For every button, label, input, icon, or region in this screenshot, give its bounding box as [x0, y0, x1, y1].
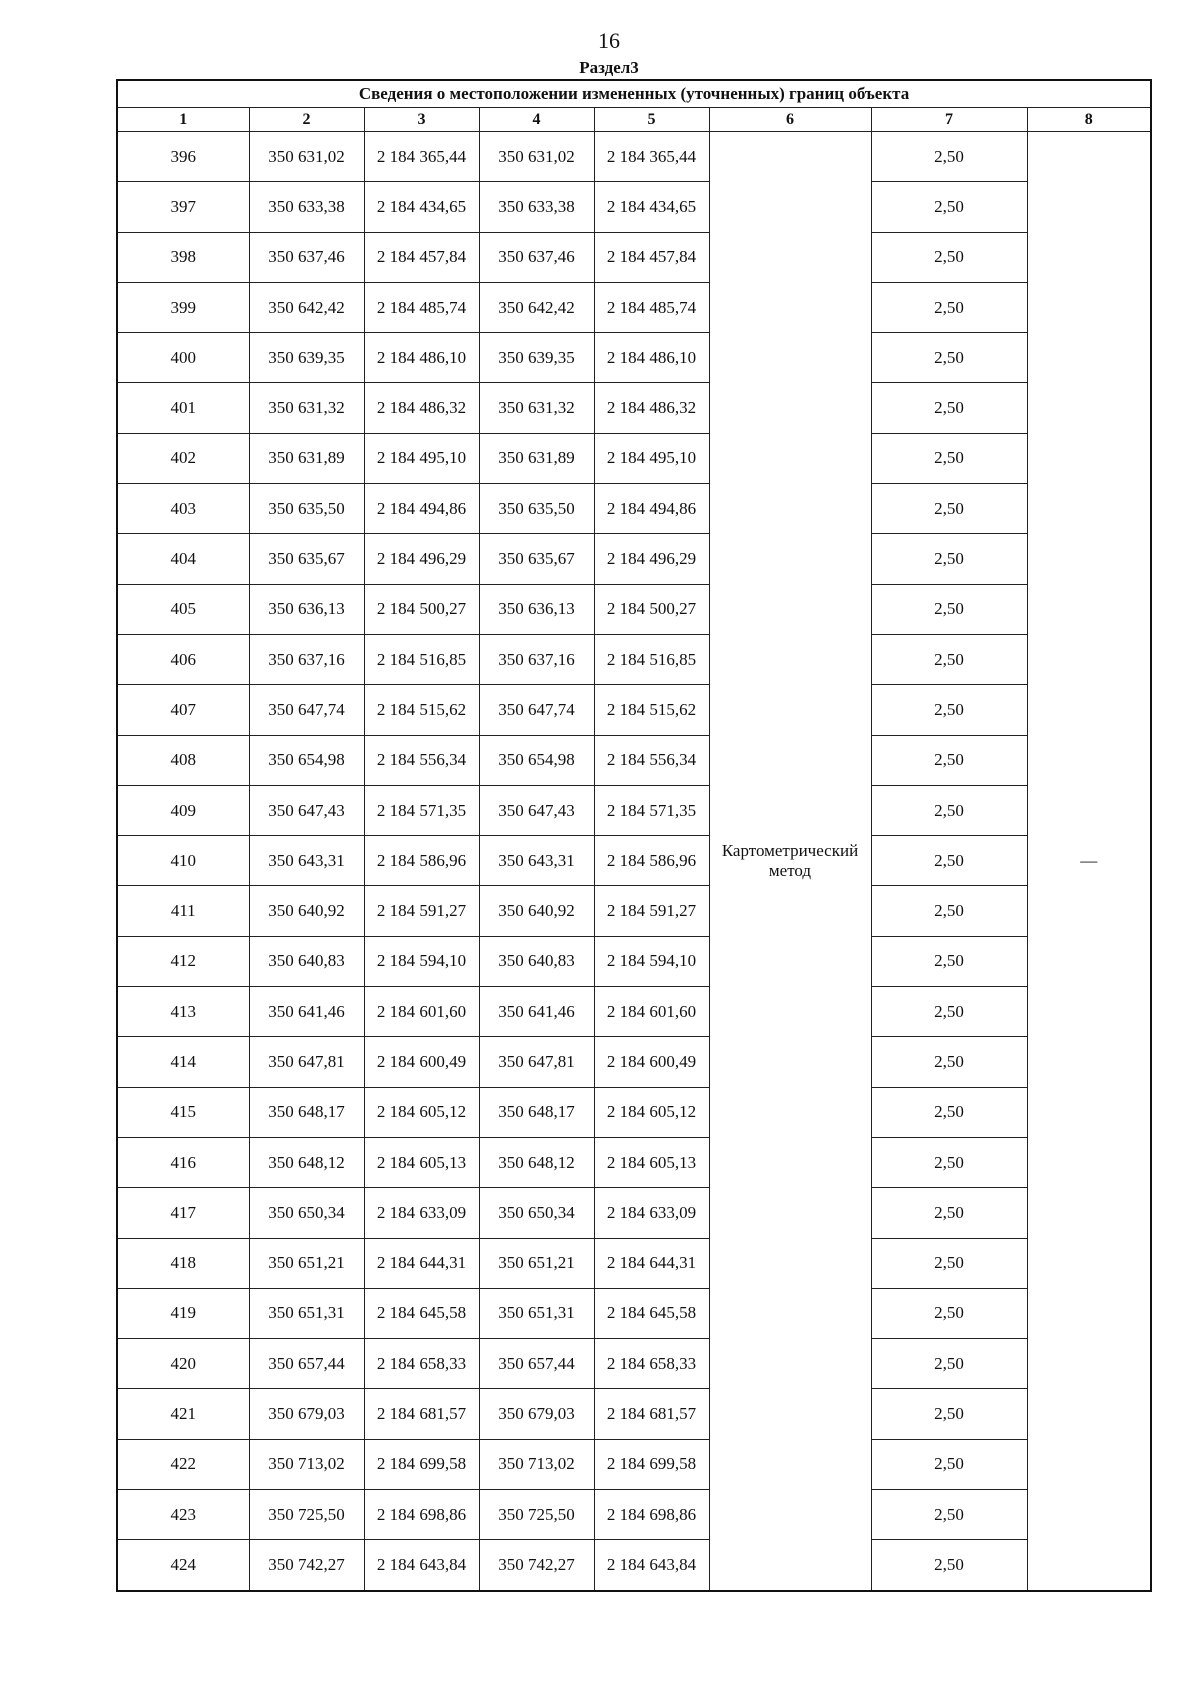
accuracy-cell: 2,50 — [871, 383, 1027, 433]
y-existing-cell: 2 184 644,31 — [364, 1238, 479, 1288]
y-new-cell: 2 184 365,44 — [594, 132, 709, 182]
y-existing-cell: 2 184 485,74 — [364, 282, 479, 332]
table-row — [117, 1389, 1151, 1439]
y-existing-cell: 2 184 643,84 — [364, 1540, 479, 1591]
y-new-cell: 2 184 644,31 — [594, 1238, 709, 1288]
table-row — [117, 1339, 1151, 1389]
x-existing-cell: 350 713,02 — [249, 1439, 364, 1489]
x-new-cell: 350 640,83 — [479, 936, 594, 986]
y-existing-cell: 2 184 365,44 — [364, 132, 479, 182]
point-number-cell: 420 — [117, 1339, 249, 1389]
point-number-cell: 417 — [117, 1188, 249, 1238]
y-existing-cell: 2 184 434,65 — [364, 182, 479, 232]
point-number-cell: 418 — [117, 1238, 249, 1288]
x-existing-cell: 350 648,17 — [249, 1087, 364, 1137]
y-existing-cell: 2 184 556,34 — [364, 735, 479, 785]
table-row — [117, 836, 1151, 886]
x-existing-cell: 350 647,74 — [249, 685, 364, 735]
table-row — [117, 785, 1151, 835]
x-new-cell: 350 650,34 — [479, 1188, 594, 1238]
y-existing-cell: 2 184 516,85 — [364, 634, 479, 684]
accuracy-cell: 2,50 — [871, 1288, 1027, 1338]
point-number-cell: 410 — [117, 836, 249, 886]
y-existing-cell: 2 184 699,58 — [364, 1439, 479, 1489]
accuracy-cell: 2,50 — [871, 232, 1027, 282]
y-new-cell: 2 184 486,32 — [594, 383, 709, 433]
x-existing-cell: 350 633,38 — [249, 182, 364, 232]
y-new-cell: 2 184 586,96 — [594, 836, 709, 886]
x-new-cell: 350 648,12 — [479, 1137, 594, 1187]
y-existing-cell: 2 184 594,10 — [364, 936, 479, 986]
table-row — [117, 182, 1151, 232]
y-existing-cell: 2 184 698,86 — [364, 1490, 479, 1540]
x-new-cell: 350 647,43 — [479, 785, 594, 835]
x-new-cell: 350 742,27 — [479, 1540, 594, 1591]
point-number-cell: 396 — [117, 132, 249, 182]
y-existing-cell: 2 184 645,58 — [364, 1288, 479, 1338]
table-row — [117, 534, 1151, 584]
point-number-cell: 405 — [117, 584, 249, 634]
accuracy-cell: 2,50 — [871, 1037, 1027, 1087]
y-new-cell: 2 184 594,10 — [594, 936, 709, 986]
accuracy-cell: 2,50 — [871, 886, 1027, 936]
table-row — [117, 685, 1151, 735]
x-new-cell: 350 647,74 — [479, 685, 594, 735]
table-row — [117, 333, 1151, 383]
x-new-cell: 350 679,03 — [479, 1389, 594, 1439]
x-new-cell: 350 643,31 — [479, 836, 594, 886]
point-number-cell: 399 — [117, 282, 249, 332]
column-number: 5 — [594, 108, 709, 132]
x-existing-cell: 350 725,50 — [249, 1490, 364, 1540]
x-new-cell: 350 713,02 — [479, 1439, 594, 1489]
x-new-cell: 350 657,44 — [479, 1339, 594, 1389]
point-number-cell: 408 — [117, 735, 249, 785]
column-number: 6 — [709, 108, 871, 132]
y-existing-cell: 2 184 494,86 — [364, 484, 479, 534]
y-existing-cell: 2 184 601,60 — [364, 987, 479, 1037]
x-new-cell: 350 635,50 — [479, 484, 594, 534]
x-new-cell: 350 648,17 — [479, 1087, 594, 1137]
point-number-cell: 421 — [117, 1389, 249, 1439]
y-new-cell: 2 184 601,60 — [594, 987, 709, 1037]
table-row — [117, 1037, 1151, 1087]
y-new-cell: 2 184 434,65 — [594, 182, 709, 232]
y-new-cell: 2 184 496,29 — [594, 534, 709, 584]
y-existing-cell: 2 184 600,49 — [364, 1037, 479, 1087]
table-row — [117, 383, 1151, 433]
x-existing-cell: 350 648,12 — [249, 1137, 364, 1187]
x-new-cell: 350 641,46 — [479, 987, 594, 1037]
accuracy-cell: 2,50 — [871, 584, 1027, 634]
x-existing-cell: 350 639,35 — [249, 333, 364, 383]
accuracy-cell: 2,50 — [871, 836, 1027, 886]
y-new-cell: 2 184 643,84 — [594, 1540, 709, 1591]
y-existing-cell: 2 184 571,35 — [364, 785, 479, 835]
point-number-cell: 412 — [117, 936, 249, 986]
y-existing-cell: 2 184 486,10 — [364, 333, 479, 383]
y-new-cell: 2 184 457,84 — [594, 232, 709, 282]
point-number-cell: 422 — [117, 1439, 249, 1489]
table-row — [117, 1490, 1151, 1540]
y-new-cell: 2 184 571,35 — [594, 785, 709, 835]
x-existing-cell: 350 651,31 — [249, 1288, 364, 1338]
column-number: 4 — [479, 108, 594, 132]
table-row — [117, 886, 1151, 936]
x-existing-cell: 350 631,02 — [249, 132, 364, 182]
table-caption: Сведения о местоположении измененных (уточненных) границ объекта — [117, 80, 1151, 108]
x-new-cell: 350 639,35 — [479, 333, 594, 383]
x-existing-cell: 350 642,42 — [249, 282, 364, 332]
x-existing-cell: 350 637,46 — [249, 232, 364, 282]
x-new-cell: 350 642,42 — [479, 282, 594, 332]
point-number-cell: 400 — [117, 333, 249, 383]
x-existing-cell: 350 650,34 — [249, 1188, 364, 1238]
accuracy-cell: 2,50 — [871, 534, 1027, 584]
x-existing-cell: 350 654,98 — [249, 735, 364, 785]
x-existing-cell: 350 647,43 — [249, 785, 364, 835]
accuracy-cell: 2,50 — [871, 484, 1027, 534]
accuracy-cell: 2,50 — [871, 182, 1027, 232]
point-number-cell: 407 — [117, 685, 249, 735]
point-number-cell: 398 — [117, 232, 249, 282]
x-existing-cell: 350 635,67 — [249, 534, 364, 584]
y-new-cell: 2 184 605,12 — [594, 1087, 709, 1137]
section-title: Раздел3 — [579, 58, 639, 77]
y-new-cell: 2 184 600,49 — [594, 1037, 709, 1087]
table-row — [117, 1188, 1151, 1238]
point-number-cell: 419 — [117, 1288, 249, 1338]
y-existing-cell: 2 184 586,96 — [364, 836, 479, 886]
y-new-cell: 2 184 500,27 — [594, 584, 709, 634]
x-existing-cell: 350 640,92 — [249, 886, 364, 936]
point-number-cell: 401 — [117, 383, 249, 433]
x-existing-cell: 350 647,81 — [249, 1037, 364, 1087]
point-number-cell: 414 — [117, 1037, 249, 1087]
table-row — [117, 132, 1151, 182]
table-row — [117, 987, 1151, 1037]
point-number-cell: 423 — [117, 1490, 249, 1540]
y-existing-cell: 2 184 457,84 — [364, 232, 479, 282]
point-number-cell: 406 — [117, 634, 249, 684]
column-8-cell: — — [1027, 132, 1151, 1591]
y-existing-cell: 2 184 605,12 — [364, 1087, 479, 1137]
accuracy-cell: 2,50 — [871, 433, 1027, 483]
y-existing-cell: 2 184 591,27 — [364, 886, 479, 936]
y-existing-cell: 2 184 605,13 — [364, 1137, 479, 1187]
y-existing-cell: 2 184 681,57 — [364, 1389, 479, 1439]
x-existing-cell: 350 640,83 — [249, 936, 364, 986]
y-new-cell: 2 184 494,86 — [594, 484, 709, 534]
x-existing-cell: 350 635,50 — [249, 484, 364, 534]
y-existing-cell: 2 184 486,32 — [364, 383, 479, 433]
table-row — [117, 1288, 1151, 1338]
x-new-cell: 350 640,92 — [479, 886, 594, 936]
point-number-cell: 403 — [117, 484, 249, 534]
accuracy-cell: 2,50 — [871, 735, 1027, 785]
table-row — [117, 1540, 1151, 1591]
accuracy-cell: 2,50 — [871, 1439, 1027, 1489]
x-new-cell: 350 636,13 — [479, 584, 594, 634]
table-row — [117, 1238, 1151, 1288]
accuracy-cell: 2,50 — [871, 1137, 1027, 1187]
x-new-cell: 350 631,02 — [479, 132, 594, 182]
x-existing-cell: 350 631,89 — [249, 433, 364, 483]
table-row — [117, 484, 1151, 534]
table-row — [117, 584, 1151, 634]
table-body — [117, 132, 1151, 1591]
x-existing-cell: 350 641,46 — [249, 987, 364, 1037]
y-new-cell: 2 184 658,33 — [594, 1339, 709, 1389]
x-new-cell: 350 637,46 — [479, 232, 594, 282]
y-existing-cell: 2 184 496,29 — [364, 534, 479, 584]
point-number-cell: 413 — [117, 987, 249, 1037]
x-new-cell: 350 654,98 — [479, 735, 594, 785]
y-new-cell: 2 184 633,09 — [594, 1188, 709, 1238]
y-existing-cell: 2 184 515,62 — [364, 685, 479, 735]
y-existing-cell: 2 184 495,10 — [364, 433, 479, 483]
table-row — [117, 282, 1151, 332]
accuracy-cell: 2,50 — [871, 1238, 1027, 1288]
y-new-cell: 2 184 698,86 — [594, 1490, 709, 1540]
point-number-cell: 415 — [117, 1087, 249, 1137]
y-new-cell: 2 184 486,10 — [594, 333, 709, 383]
x-existing-cell: 350 657,44 — [249, 1339, 364, 1389]
y-new-cell: 2 184 591,27 — [594, 886, 709, 936]
y-new-cell: 2 184 681,57 — [594, 1389, 709, 1439]
point-number-cell: 416 — [117, 1137, 249, 1187]
x-new-cell: 350 633,38 — [479, 182, 594, 232]
column-number-row — [117, 108, 1151, 132]
page-number: 16 — [598, 28, 620, 53]
x-new-cell: 350 631,89 — [479, 433, 594, 483]
y-new-cell: 2 184 556,34 — [594, 735, 709, 785]
table-row — [117, 232, 1151, 282]
table-row — [117, 1439, 1151, 1489]
point-number-cell: 402 — [117, 433, 249, 483]
y-new-cell: 2 184 516,85 — [594, 634, 709, 684]
accuracy-cell: 2,50 — [871, 685, 1027, 735]
accuracy-cell: 2,50 — [871, 1188, 1027, 1238]
table-row — [117, 433, 1151, 483]
accuracy-cell: 2,50 — [871, 132, 1027, 182]
x-new-cell: 350 637,16 — [479, 634, 594, 684]
y-existing-cell: 2 184 658,33 — [364, 1339, 479, 1389]
table-row — [117, 634, 1151, 684]
x-existing-cell: 350 631,32 — [249, 383, 364, 433]
y-new-cell: 2 184 485,74 — [594, 282, 709, 332]
accuracy-cell: 2,50 — [871, 987, 1027, 1037]
y-existing-cell: 2 184 500,27 — [364, 584, 479, 634]
accuracy-cell: 2,50 — [871, 1087, 1027, 1137]
column-number: 2 — [249, 108, 364, 132]
x-existing-cell: 350 742,27 — [249, 1540, 364, 1591]
point-number-cell: 424 — [117, 1540, 249, 1591]
table-row — [117, 936, 1151, 986]
x-new-cell: 350 651,21 — [479, 1238, 594, 1288]
table-row — [117, 1137, 1151, 1187]
accuracy-cell: 2,50 — [871, 1490, 1027, 1540]
y-new-cell: 2 184 495,10 — [594, 433, 709, 483]
point-number-cell: 404 — [117, 534, 249, 584]
y-new-cell: 2 184 699,58 — [594, 1439, 709, 1489]
x-existing-cell: 350 643,31 — [249, 836, 364, 886]
x-new-cell: 350 647,81 — [479, 1037, 594, 1087]
y-new-cell: 2 184 605,13 — [594, 1137, 709, 1187]
y-existing-cell: 2 184 633,09 — [364, 1188, 479, 1238]
method-cell: Картометрический метод — [709, 132, 871, 1591]
table-row — [117, 735, 1151, 785]
accuracy-cell: 2,50 — [871, 1540, 1027, 1591]
x-existing-cell: 350 651,21 — [249, 1238, 364, 1288]
x-new-cell: 350 651,31 — [479, 1288, 594, 1338]
y-new-cell: 2 184 645,58 — [594, 1288, 709, 1338]
x-existing-cell: 350 637,16 — [249, 634, 364, 684]
coordinates-table — [116, 79, 1152, 1592]
point-number-cell: 409 — [117, 785, 249, 835]
x-new-cell: 350 635,67 — [479, 534, 594, 584]
accuracy-cell: 2,50 — [871, 785, 1027, 835]
column-number: 3 — [364, 108, 479, 132]
accuracy-cell: 2,50 — [871, 333, 1027, 383]
column-number: 8 — [1027, 108, 1151, 132]
x-existing-cell: 350 636,13 — [249, 584, 364, 634]
table-row — [117, 1087, 1151, 1137]
accuracy-cell: 2,50 — [871, 936, 1027, 986]
x-existing-cell: 350 679,03 — [249, 1389, 364, 1439]
column-number: 1 — [117, 108, 249, 132]
accuracy-cell: 2,50 — [871, 1389, 1027, 1439]
accuracy-cell: 2,50 — [871, 634, 1027, 684]
point-number-cell: 397 — [117, 182, 249, 232]
x-new-cell: 350 631,32 — [479, 383, 594, 433]
y-new-cell: 2 184 515,62 — [594, 685, 709, 735]
accuracy-cell: 2,50 — [871, 282, 1027, 332]
column-number: 7 — [871, 108, 1027, 132]
x-new-cell: 350 725,50 — [479, 1490, 594, 1540]
accuracy-cell: 2,50 — [871, 1339, 1027, 1389]
point-number-cell: 411 — [117, 886, 249, 936]
